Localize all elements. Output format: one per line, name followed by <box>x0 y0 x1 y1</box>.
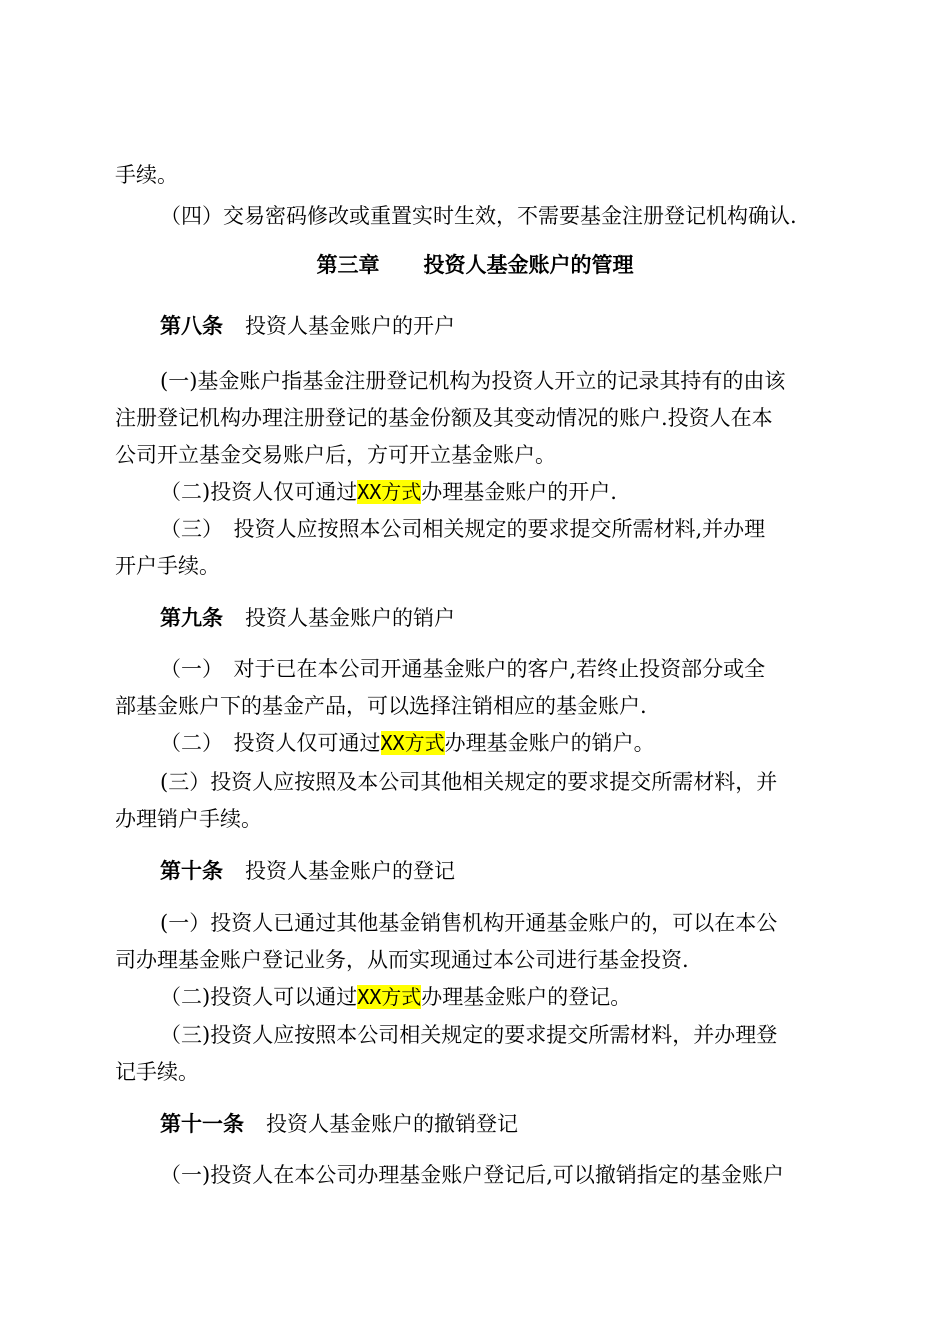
text-line <box>160 982 840 1012</box>
article-number: 第八条 <box>160 314 223 338</box>
highlighted-placeholder: XX方式 <box>380 731 445 755</box>
text-segment: （二） 投资人仅可通过 <box>160 731 381 755</box>
text-line: 办理销户手续。 <box>115 807 262 831</box>
text-line: (三）投资人应按照及本公司其他相关规定的要求提交所需材料，并 <box>160 770 778 794</box>
article-heading <box>160 603 840 633</box>
highlighted-placeholder: XX方式 <box>357 480 422 504</box>
text-line: (一)基金账户指基金注册登记机构为投资人开立的记录其持有的由该 <box>160 369 786 393</box>
text-line: （三)投资人应按照本公司相关规定的要求提交所需材料，并办理登 <box>160 1023 778 1047</box>
article-title: 投资人基金账户的销户 <box>245 606 455 630</box>
chapter-number: 第三章 <box>316 253 380 277</box>
text-segment: 办理基金账户的登记。 <box>421 985 632 1009</box>
article-heading <box>160 1109 840 1139</box>
text-line: 司办理基金账户登记业务，从而实现通过本公司进行基金投资. <box>115 948 689 972</box>
text-line: (一）投资人已通过其他基金销售机构开通基金账户的，可以在本公 <box>160 911 778 935</box>
text-line: （三） 投资人应按照本公司相关规定的要求提交所需材料,并办理 <box>160 517 766 541</box>
text-line <box>160 728 840 758</box>
article-heading <box>160 311 840 341</box>
text-line: 手续。 <box>115 163 178 187</box>
text-line: 公司开立基金交易账户后，方可开立基金账户。 <box>115 443 556 467</box>
text-segment: （二)投资人可以通过 <box>160 985 358 1009</box>
text-line: 开户手续。 <box>115 554 220 578</box>
article-title: 投资人基金账户的撤销登记 <box>266 1112 518 1136</box>
text-line: 记手续。 <box>115 1060 199 1084</box>
text-segment: （二)投资人仅可通过 <box>160 480 358 504</box>
text-line: （四）交易密码修改或重置实时生效，不需要基金注册登记机构确认. <box>160 204 797 228</box>
text-line: 部基金账户下的基金产品，可以选择注销相应的基金账户. <box>115 694 647 718</box>
text-line: 注册登记机构办理注册登记的基金份额及其变动情况的账户.投资人在本 <box>115 406 773 430</box>
chapter-heading <box>0 250 950 280</box>
text-line: （一)投资人在本公司办理基金账户登记后,可以撤销指定的基金账户 <box>160 1163 784 1187</box>
highlighted-placeholder: XX方式 <box>357 985 422 1009</box>
article-heading <box>160 856 840 886</box>
chapter-name: 投资人基金账户的管理 <box>423 253 634 277</box>
article-number: 第十条 <box>160 859 223 883</box>
text-segment: 办理基金账户的开户. <box>421 480 617 504</box>
article-number: 第九条 <box>160 606 223 630</box>
article-title: 投资人基金账户的登记 <box>245 859 455 883</box>
article-number: 第十一条 <box>160 1112 244 1136</box>
text-segment: 办理基金账户的销户。 <box>444 731 655 755</box>
article-title: 投资人基金账户的开户 <box>245 314 455 338</box>
text-line: （一） 对于已在本公司开通基金账户的客户,若终止投资部分或全 <box>160 657 766 681</box>
text-line <box>160 477 840 507</box>
